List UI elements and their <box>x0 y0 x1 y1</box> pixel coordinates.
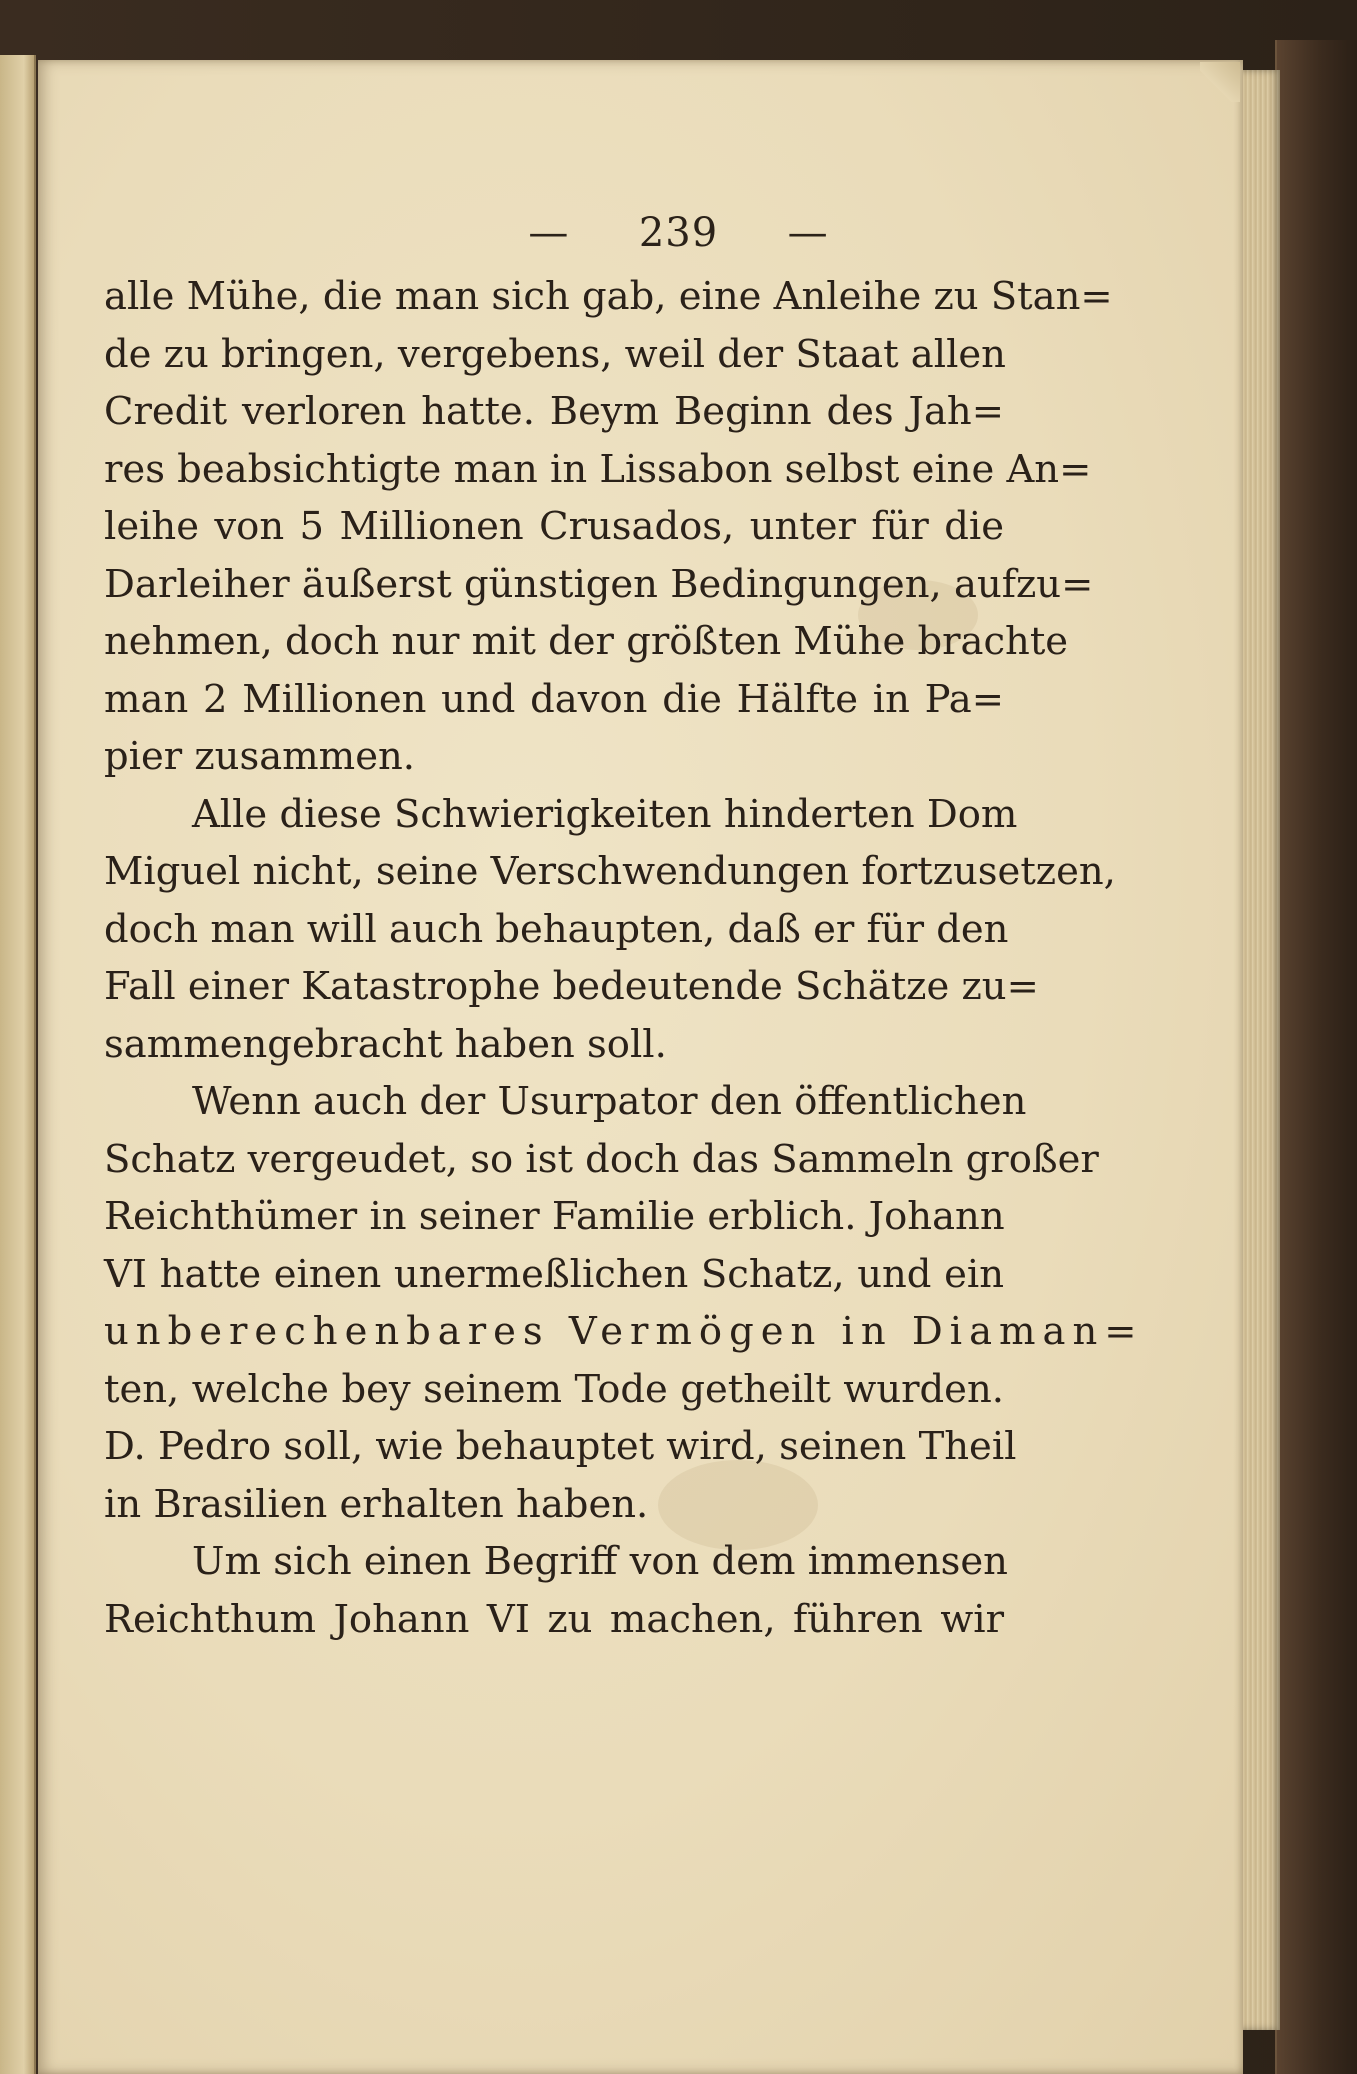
text-line: de zu bringen, vergebens, weil der Staat allen <box>104 331 1006 377</box>
text-line: sammengebracht haben soll. <box>104 1021 667 1067</box>
left-page-edge <box>0 55 36 2074</box>
body-text <box>104 268 1144 1648</box>
page-number: 239 <box>638 210 719 256</box>
header-dash-left: — <box>528 210 570 256</box>
text-line: Fall einer Katastrophe bedeutende Schätze zu= <box>104 964 1039 1009</box>
text-line: Alle diese Schwierigkeiten hinderten Dom <box>192 791 1018 837</box>
page-stack-edges <box>1238 70 1280 2030</box>
text-line: Reichthümer in seiner Familie erblich. Johann <box>104 1194 1005 1239</box>
text-line: unberechenbares Vermögen in Diaman= <box>104 1309 1144 1354</box>
text-line: Darleiher äußerst günstigen Bedingungen, aufzu= <box>104 561 1094 607</box>
text-line: res beabsichtigte man in Lissabon selbst eine An= <box>104 446 1092 492</box>
text-line: Miguel nicht, seine Verschwendungen fortzusetzen, <box>104 849 1116 894</box>
folded-corner <box>1200 62 1240 102</box>
text-line: ten, welche bey seinem Tode getheilt wurden. <box>104 1366 1004 1412</box>
text-line: in Brasilien erhalten haben. <box>104 1481 649 1527</box>
text-line: Um sich einen Begriff von dem immensen <box>192 1539 1008 1584</box>
text-line: Credit verloren hatte. Beym Beginn des Jah= <box>104 389 1004 434</box>
text-line: leihe von 5 Millionen Crusados, unter für die <box>104 504 1004 549</box>
text-line: Wenn auch der Usurpator den öffentlichen <box>192 1079 1027 1124</box>
text-line: VI hatte einen unermeßlichen Schatz, und ein <box>104 1251 1004 1297</box>
page-header <box>0 210 1357 256</box>
text-line: alle Mühe, die man sich gab, eine Anleihe zu Stan= <box>104 274 1113 319</box>
text-line: nehmen, doch nur mit der größten Mühe brachte <box>104 619 1069 664</box>
text-line: pier zusammen. <box>104 734 416 779</box>
text-line: man 2 Millionen und davon die Hälfte in Pa= <box>104 676 1004 722</box>
text-line: D. Pedro soll, wie behauptet wird, seinen Theil <box>104 1424 1017 1469</box>
book-cover-edge <box>1275 40 1357 2074</box>
text-line: doch man will auch behaupten, daß er für den <box>104 906 1009 952</box>
text-line: Schatz vergeudet, so ist doch das Sammeln großer <box>104 1136 1099 1182</box>
header-dash-right: — <box>787 210 829 256</box>
text-line: Reichthum Johann VI zu machen, führen wir <box>104 1596 1004 1642</box>
